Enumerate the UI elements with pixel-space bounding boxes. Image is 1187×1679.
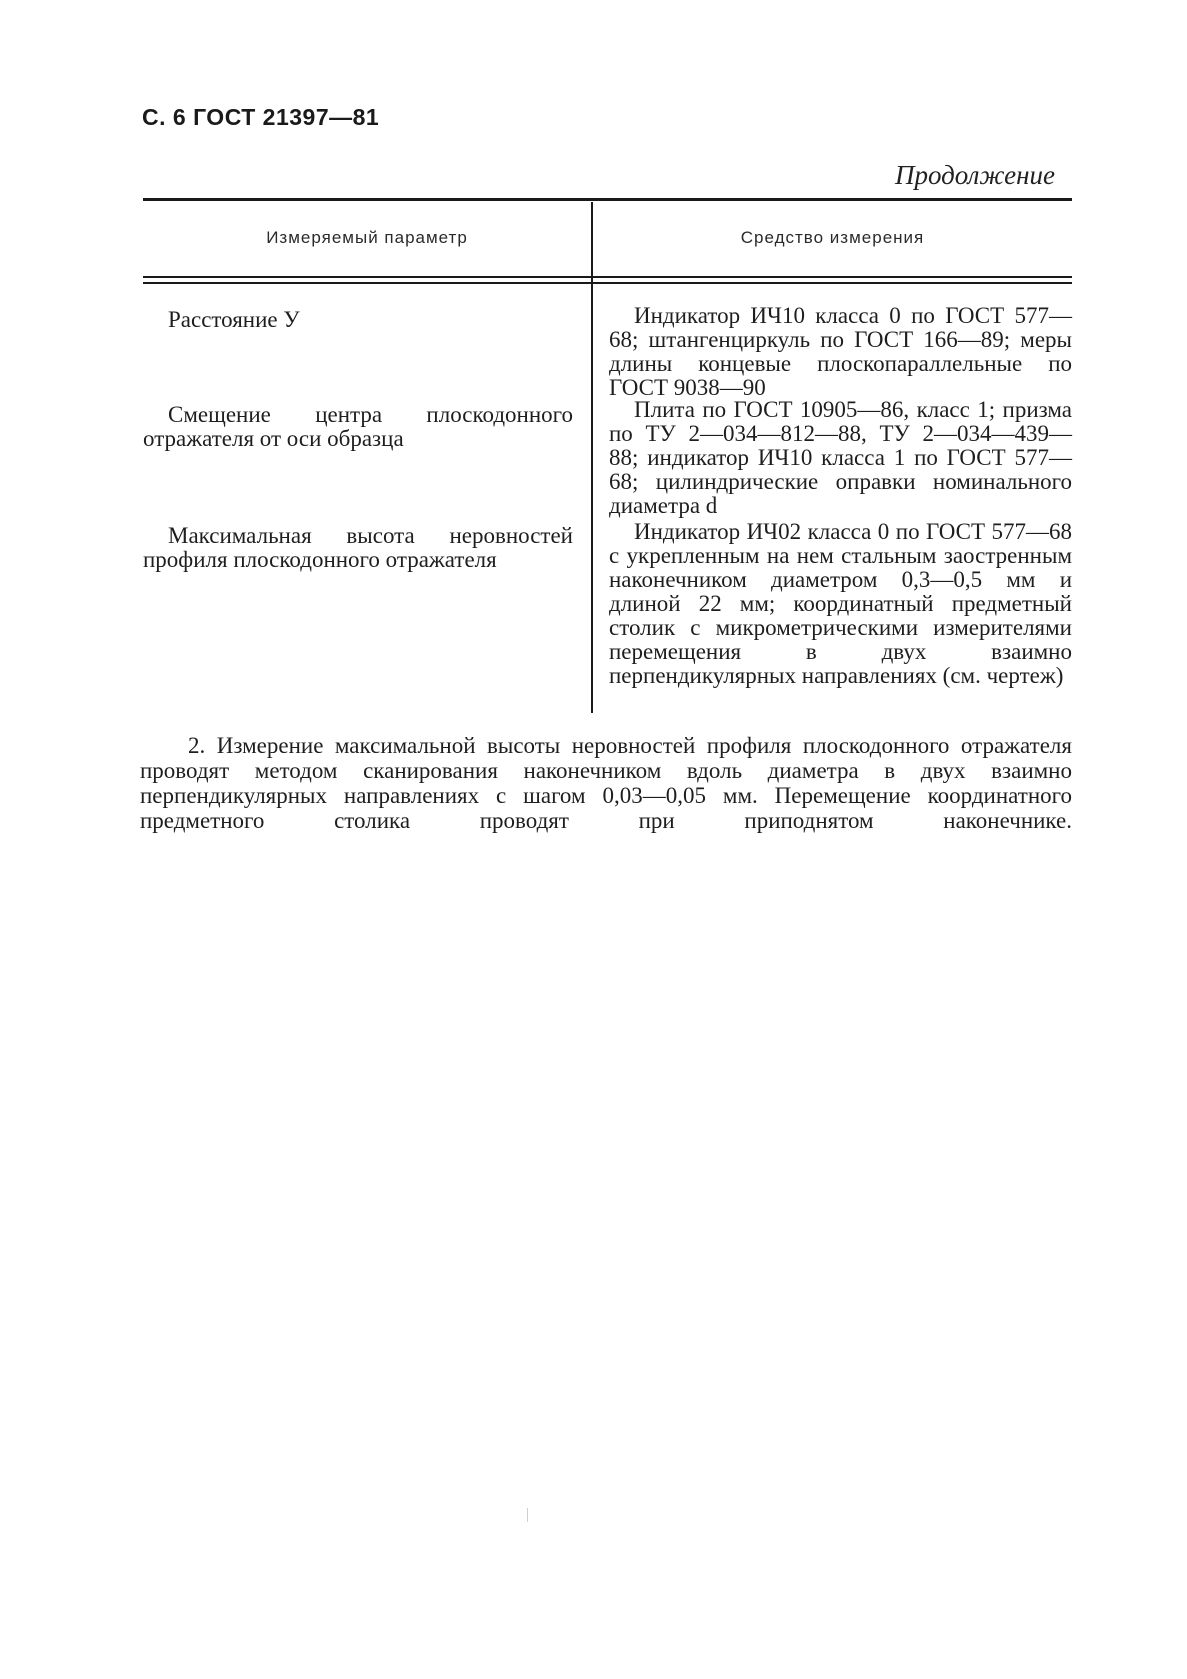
header-rule-double [143,282,1072,284]
cell-text: Индикатор ИЧ02 класса 0 по ГОСТ 577—68 с укрепленным на нем стальным заостренным наконечником диаметром 0,3—0,5 мм и длиной 22 мм; координатный предметный столик с микрометрическими измерителями перемещения в двух взаимно перпендикулярных направлениях (см. чертеж) [609,519,1072,688]
column-header-means: Средство измерения [740,228,925,247]
page-header: С. 6 ГОСТ 21397—81 [142,104,380,130]
header-rule [143,276,1072,278]
column-divider [591,202,593,713]
scan-artifact [527,1508,528,1522]
table-row-3-parameter [143,524,573,572]
cell-text: Плита по ГОСТ 10905—86, класс 1; призма по ТУ 2—034—812—88, ТУ 2—034—439—88; индикатор ИЧ10 класса 1 по ГОСТ 577—68; цилиндрические оправки номинального диаметра d [609,397,1072,518]
table-top-rule [143,198,1072,201]
cell-text: Расстояние У [168,307,300,332]
table-row-2-means [609,398,1072,518]
paragraph-text: 2. Измерение максимальной высоты неровностей профиля плоскодонного отражателя проводят методом сканирования наконечником вдоль диаметра в двух взаимно перпендикулярных направлениях с шагом 0,03—0,05 мм. Перемещение координатного предметного столика проводят при приподнятом наконечнике. [140,733,1072,833]
continuation-label: Продолжение [894,160,1055,190]
cell-text: Максимальная высота неровностей профиля плоскодонного отражателя [143,523,573,572]
measurement-table [143,198,1072,713]
table-row-1-parameter [143,308,573,332]
table-row-2-parameter [143,403,573,451]
cell-text: Индикатор ИЧ10 класса 0 по ГОСТ 577—68; штангенциркуль по ГОСТ 166—89; меры длины концевые плоскопараллельные по ГОСТ 9038—90 [609,303,1072,400]
cell-text: Смещение центра плоскодонного отражателя от оси образца [143,402,573,451]
column-header-parameter: Измеряемый параметр [266,228,468,247]
table-row-1-means [609,304,1072,400]
table-row-3-means [609,520,1072,688]
body-paragraph [140,733,1072,833]
